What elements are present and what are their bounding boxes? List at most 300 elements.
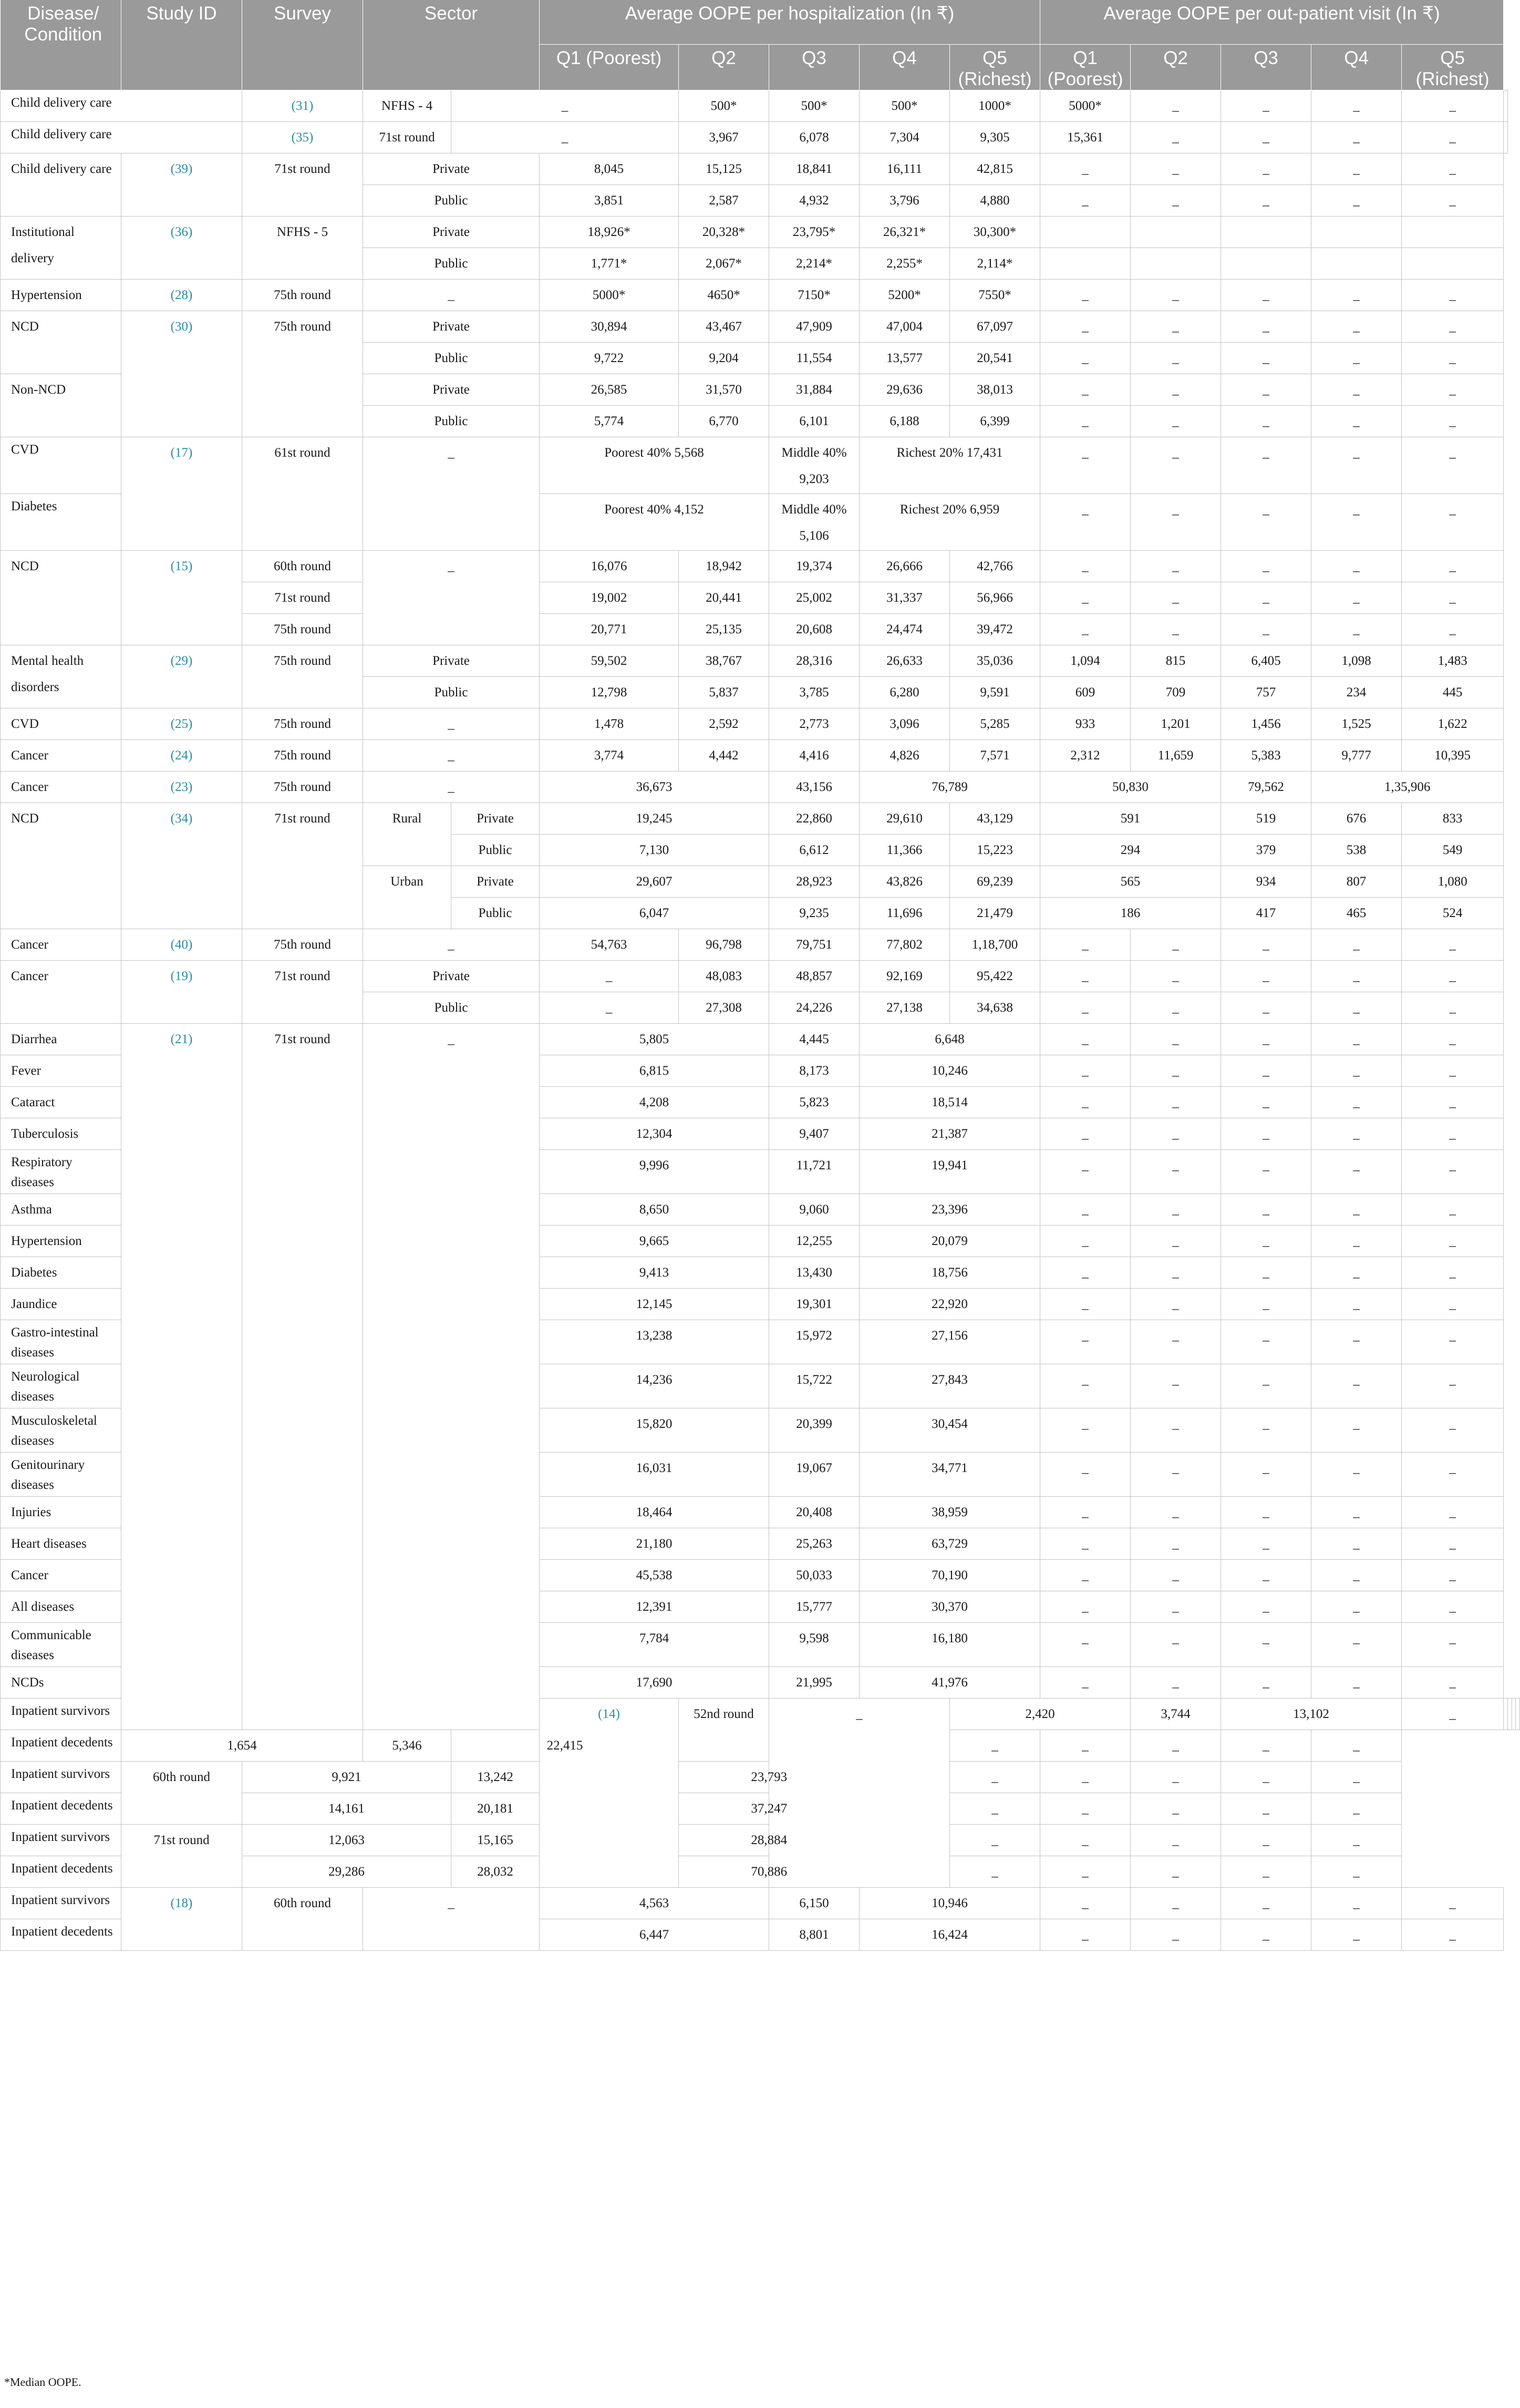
table-cell: _ <box>1402 311 1504 343</box>
table-cell: _ <box>1221 1919 1311 1951</box>
table-cell: _ <box>363 1888 540 1951</box>
table-cell: 71st round <box>121 1825 242 1888</box>
table-cell: 38,013 <box>950 374 1040 406</box>
table-cell: 54,763 <box>540 929 679 961</box>
table-cell: 186 <box>1040 898 1221 929</box>
table-cell: _ <box>1040 1856 1131 1888</box>
table-cell: 500* <box>679 90 769 122</box>
table-cell: 3,096 <box>860 708 950 740</box>
study-ref-cell <box>121 217 242 280</box>
table-cell: 6,280 <box>860 677 950 708</box>
table-cell: _ <box>1311 1560 1402 1591</box>
table-cell: 16,180 <box>860 1623 1040 1667</box>
table-cell: 29,610 <box>860 803 950 835</box>
table-cell: 19,245 <box>540 803 769 835</box>
table-cell: 13,577 <box>860 343 950 374</box>
table-cell: 1,201 <box>1131 708 1221 740</box>
table-cell: 37,247 <box>679 1793 860 1825</box>
study-ref-cell <box>121 708 242 740</box>
table-cell: 6,078 <box>769 122 860 153</box>
table-cell: 19,301 <box>769 1289 860 1320</box>
table-row <box>1 708 1520 740</box>
table-cell: 807 <box>1311 866 1402 898</box>
table-cell: 67,097 <box>950 311 1040 343</box>
table-cell: _ <box>1131 1226 1221 1257</box>
table-cell: 11,554 <box>769 343 860 374</box>
condition-cell: Diabetes <box>1 494 121 551</box>
table-cell: _ <box>1221 1364 1311 1408</box>
condition-cell: Inpatient decedents <box>1 1793 121 1825</box>
table-cell: 6,815 <box>540 1055 769 1087</box>
header-hosp-q2: Q2 <box>679 45 769 90</box>
table-cell: _ <box>1221 929 1311 961</box>
condition-cell: Jaundice <box>1 1289 121 1320</box>
table-cell: 15,125 <box>679 153 769 185</box>
table-cell: 75th round <box>242 311 363 437</box>
table-cell: _ <box>1221 1320 1311 1364</box>
condition-cell: Cataract <box>1 1087 121 1118</box>
table-cell: _ <box>1040 614 1131 645</box>
table-cell <box>1402 248 1504 280</box>
table-cell: _ <box>1221 1667 1311 1699</box>
table-cell: 9,996 <box>540 1150 769 1194</box>
table-cell: 34,771 <box>860 1453 1040 1497</box>
table-cell: _ <box>1311 1919 1402 1951</box>
table-cell: 38,959 <box>860 1497 1040 1528</box>
table-cell: 20,181 <box>451 1793 540 1825</box>
table-cell: 9,305 <box>950 122 1040 153</box>
study-ref-text: (14) <box>598 1707 620 1721</box>
table-cell: 3,967 <box>679 122 769 153</box>
table-cell: _ <box>1131 280 1221 311</box>
table-cell: 4,563 <box>540 1888 769 1919</box>
table-cell: _ <box>1040 1150 1131 1194</box>
table-cell: _ <box>1402 1497 1504 1528</box>
table-cell: 21,180 <box>540 1528 769 1560</box>
table-cell: 35,036 <box>950 645 1040 677</box>
table-cell: Public <box>363 248 540 280</box>
table-cell: 48,083 <box>679 961 769 992</box>
table-cell: _ <box>1040 311 1131 343</box>
table-cell: _ <box>1221 551 1311 582</box>
header-disease-line1: Disease/ <box>27 3 99 24</box>
table-cell: _ <box>1221 437 1311 494</box>
table-cell: 13,430 <box>769 1257 860 1289</box>
condition-cell: Hypertension <box>1 280 121 311</box>
table-cell: _ <box>540 992 679 1024</box>
table-cell: 10,946 <box>860 1888 1040 1919</box>
table-cell: 565 <box>1040 866 1221 898</box>
table-cell: Private <box>363 217 540 248</box>
study-ref-text: (19) <box>170 969 193 983</box>
table-cell: _ <box>1311 1623 1402 1667</box>
table-cell: _ <box>1311 1408 1402 1453</box>
table-cell: 12,145 <box>540 1289 769 1320</box>
study-ref-text: (28) <box>170 288 193 302</box>
condition-cell: Child delivery care <box>1 153 121 217</box>
table-cell: 25,135 <box>679 614 769 645</box>
table-cell: 1,771* <box>540 248 679 280</box>
table-cell: _ <box>950 1762 1040 1793</box>
table-cell: _ <box>1402 551 1504 582</box>
header-out-q3: Q3 <box>1221 45 1311 90</box>
table-cell: _ <box>1040 1257 1131 1289</box>
table-cell: 61st round <box>242 437 363 551</box>
table-cell: _ <box>1221 1591 1311 1623</box>
table-cell <box>1221 248 1311 280</box>
table-cell: Private <box>363 153 540 185</box>
table-cell: _ <box>950 1856 1040 1888</box>
table-cell: 1,483 <box>1402 645 1504 677</box>
condition-cell: NCD <box>1 551 121 645</box>
study-ref-text: (17) <box>170 446 193 460</box>
table-cell: 20,328* <box>679 217 769 248</box>
table-cell: _ <box>1311 406 1402 437</box>
table-cell: _ <box>1221 185 1311 217</box>
table-cell: _ <box>1131 1528 1221 1560</box>
table-cell: _ <box>1131 311 1221 343</box>
table-cell: 2,312 <box>1040 740 1131 771</box>
study-ref-text: (40) <box>170 938 193 952</box>
table-cell: _ <box>1131 1623 1221 1667</box>
table-cell: 6,188 <box>860 406 950 437</box>
table-cell: _ <box>1221 614 1311 645</box>
table-cell: 591 <box>1040 803 1221 835</box>
table-cell <box>1504 1699 1508 1730</box>
table-cell: 27,138 <box>860 992 950 1024</box>
table-cell: 21,479 <box>950 898 1040 929</box>
table-cell: 500* <box>769 90 860 122</box>
study-ref-cell <box>242 122 363 153</box>
condition-cell: CVD <box>1 708 121 740</box>
header-survey: Survey <box>242 0 363 90</box>
table-cell: 34,638 <box>950 992 1040 1024</box>
table-cell: _ <box>1402 1667 1504 1699</box>
condition-cell: Institutional delivery <box>1 217 121 280</box>
table-cell: _ <box>1221 343 1311 374</box>
table-cell: 465 <box>1311 898 1402 929</box>
table-cell: 9,060 <box>769 1194 860 1226</box>
header-hosp-q5-line1: Q5 <box>983 48 1007 68</box>
table-cell: _ <box>1131 1364 1221 1408</box>
table-cell: 95,422 <box>950 961 1040 992</box>
table-cell: 18,464 <box>540 1497 769 1528</box>
table-cell: 18,926* <box>540 217 679 248</box>
table-cell: _ <box>1402 992 1504 1024</box>
table-cell: 11,696 <box>860 898 950 929</box>
table-cell: _ <box>1131 1825 1221 1856</box>
table-cell: 13,242 <box>451 1762 540 1793</box>
table-cell: _ <box>451 90 679 122</box>
table-cell: _ <box>1040 494 1131 551</box>
table-cell: _ <box>1221 1408 1311 1453</box>
table-cell: _ <box>1131 1194 1221 1226</box>
table-cell: _ <box>1221 1825 1311 1856</box>
table-cell: 16,424 <box>860 1919 1040 1951</box>
table-cell: 47,909 <box>769 311 860 343</box>
table-cell: _ <box>1311 992 1402 1024</box>
table-cell: Richest 20% 17,431 <box>860 437 1040 494</box>
table-cell: _ <box>1311 1024 1402 1055</box>
table-cell: Private <box>363 311 540 343</box>
table-cell: 6,399 <box>950 406 1040 437</box>
table-cell: _ <box>1402 437 1504 494</box>
condition-cell: Inpatient decedents <box>1 1730 121 1762</box>
study-ref-text: (24) <box>170 748 193 763</box>
table-cell: 17,690 <box>540 1667 769 1699</box>
table-cell: _ <box>1402 494 1504 551</box>
table-cell: Middle 40% 5,106 <box>769 494 860 551</box>
table-cell <box>1507 1699 1512 1730</box>
condition-cell: Inpatient decedents <box>1 1919 121 1951</box>
table-cell: _ <box>1040 1497 1131 1528</box>
table-cell: _ <box>1402 406 1504 437</box>
table-cell: 4,826 <box>860 740 950 771</box>
condition-cell: Heart diseases <box>1 1528 121 1560</box>
condition-cell: Tuberculosis <box>1 1118 121 1150</box>
table-cell: 71st round <box>242 961 363 1024</box>
table-cell: 10,246 <box>860 1055 1040 1087</box>
table-cell: _ <box>1221 1087 1311 1118</box>
table-cell: _ <box>1402 1024 1504 1055</box>
table-cell: 2,773 <box>769 708 860 740</box>
table-cell: 15,223 <box>950 835 1040 866</box>
table-cell: 19,067 <box>769 1453 860 1497</box>
table-cell: 79,751 <box>769 929 860 961</box>
header-study-id: Study ID <box>121 0 242 90</box>
table-cell: 7550* <box>950 280 1040 311</box>
table-cell: 71st round <box>242 1024 363 1730</box>
table-cell <box>1402 217 1504 248</box>
table-cell: 43,156 <box>769 771 860 803</box>
table-cell: _ <box>1040 374 1131 406</box>
table-cell: 18,841 <box>769 153 860 185</box>
table-cell: 48,857 <box>769 961 860 992</box>
study-ref-cell <box>121 437 242 551</box>
table-cell: 13,102 <box>1221 1699 1402 1730</box>
table-cell: 26,321* <box>860 217 950 248</box>
header-hosp-q3: Q3 <box>769 45 860 90</box>
table-cell: _ <box>1131 1320 1221 1364</box>
table-cell: 25,263 <box>769 1528 860 1560</box>
table-cell: 833 <box>1402 803 1504 835</box>
header-out-q5-line2: (Richest) <box>1415 69 1490 89</box>
study-ref-text: (31) <box>291 99 314 113</box>
table-cell: 12,391 <box>540 1591 769 1623</box>
table-cell: _ <box>1402 1150 1504 1194</box>
condition-cell: Asthma <box>1 1194 121 1226</box>
table-cell <box>1512 1699 1516 1730</box>
table-cell: _ <box>1040 929 1131 961</box>
table-cell: 19,941 <box>860 1150 1040 1194</box>
table-cell: _ <box>1131 1150 1221 1194</box>
table-cell: Rural <box>363 803 451 866</box>
table-cell: _ <box>1311 280 1402 311</box>
table-cell: 9,598 <box>769 1623 860 1667</box>
table-cell: _ <box>1131 1888 1221 1919</box>
table-cell: _ <box>1131 1762 1221 1793</box>
table-row <box>1 437 1520 494</box>
condition-cell: Inpatient survivors <box>1 1699 121 1730</box>
table-cell: _ <box>1221 1793 1311 1825</box>
table-cell: 15,820 <box>540 1408 769 1453</box>
table-cell: 5000* <box>1040 90 1131 122</box>
table-cell: 379 <box>1221 835 1311 866</box>
header-group-outpatient: Average OOPE per out-patient visit (In ₹) <box>1040 0 1504 45</box>
table-cell: _ <box>1311 1257 1402 1289</box>
table-cell: 24,474 <box>860 614 950 645</box>
table-cell: 538 <box>1311 835 1402 866</box>
table-cell: _ <box>1131 1793 1221 1825</box>
table-cell: 815 <box>1131 645 1221 677</box>
condition-cell: Cancer <box>1 961 121 1024</box>
table-cell: 18,942 <box>679 551 769 582</box>
header-out-q1 <box>1040 45 1131 90</box>
header-out-q2: Q2 <box>1131 45 1221 90</box>
table-cell: _ <box>1131 1087 1221 1118</box>
table-cell: 7,304 <box>860 122 950 153</box>
table-cell: _ <box>1221 1528 1311 1560</box>
table-cell: Public <box>363 677 540 708</box>
table-cell: _ <box>1040 1667 1131 1699</box>
table-cell: 18,514 <box>860 1087 1040 1118</box>
table-cell: 70,886 <box>679 1856 860 1888</box>
table-cell: 6,405 <box>1221 645 1311 677</box>
table-cell: Private <box>451 803 540 835</box>
table-cell: 36,673 <box>540 771 769 803</box>
table-cell: 42,766 <box>950 551 1040 582</box>
table-cell: 9,407 <box>769 1118 860 1150</box>
table-cell: 2,592 <box>679 708 769 740</box>
table-cell: 22,920 <box>860 1289 1040 1320</box>
condition-cell: Fever <box>1 1055 121 1087</box>
table-cell: _ <box>1402 1888 1504 1919</box>
table-cell: 24,226 <box>769 992 860 1024</box>
table-row <box>1 1024 1520 1055</box>
table-cell: 5,285 <box>950 708 1040 740</box>
table-header <box>1 0 1520 90</box>
table-cell: _ <box>1040 1024 1131 1055</box>
table-cell: 31,570 <box>679 374 769 406</box>
table-cell: 30,454 <box>860 1408 1040 1453</box>
table-cell: _ <box>1402 1055 1504 1087</box>
table-cell: _ <box>1311 90 1402 122</box>
table-cell: 3,785 <box>769 677 860 708</box>
table-cell: 3,796 <box>860 185 950 217</box>
table-cell: _ <box>1131 961 1221 992</box>
table-cell: _ <box>1221 1257 1311 1289</box>
table-cell: _ <box>1040 153 1131 185</box>
table-cell: 11,721 <box>769 1150 860 1194</box>
condition-cell: Respiratory diseases <box>1 1150 121 1194</box>
table-cell: _ <box>363 280 540 311</box>
table-cell: _ <box>1402 1320 1504 1364</box>
study-ref-text: (29) <box>170 654 193 668</box>
table-cell: 12,798 <box>540 677 679 708</box>
table-cell: _ <box>1131 1453 1221 1497</box>
table-cell: 5,774 <box>540 406 679 437</box>
table-cell: 20,441 <box>679 582 769 614</box>
table-cell: 26,666 <box>860 551 950 582</box>
table-cell: Private <box>363 374 540 406</box>
table-cell: _ <box>540 961 679 992</box>
table-cell: _ <box>1221 992 1311 1024</box>
table-cell: _ <box>1402 1560 1504 1591</box>
table-row <box>1 217 1520 248</box>
table-cell: _ <box>1040 1888 1131 1919</box>
table-row <box>1 551 1520 582</box>
table-cell: 75th round <box>242 929 363 961</box>
table-cell: 5,383 <box>1221 740 1311 771</box>
table-cell: 41,976 <box>860 1667 1040 1699</box>
table-cell: 757 <box>1221 677 1311 708</box>
study-ref-cell <box>121 153 242 217</box>
table-cell: _ <box>950 1793 1040 1825</box>
table-cell: _ <box>1040 406 1131 437</box>
header-out-q1-line1: Q1 <box>1073 48 1098 68</box>
table-cell: _ <box>1311 1453 1402 1497</box>
table-cell: _ <box>1040 280 1131 311</box>
table-cell: 20,608 <box>769 614 860 645</box>
table-cell: 75th round <box>242 614 363 645</box>
table-cell: 28,032 <box>451 1856 540 1888</box>
table-cell: _ <box>1402 90 1504 122</box>
table-cell: 92,169 <box>860 961 950 992</box>
table-row <box>1 929 1520 961</box>
condition-cell: NCDs <box>1 1667 121 1699</box>
table-cell: 75th round <box>242 708 363 740</box>
table-cell: _ <box>1311 929 1402 961</box>
table-cell: 28,923 <box>769 866 860 898</box>
table-cell: 18,756 <box>860 1257 1040 1289</box>
table-cell: _ <box>1131 406 1221 437</box>
table-cell: 3,851 <box>540 185 679 217</box>
study-ref-cell <box>121 740 242 771</box>
table-row <box>1 771 1520 803</box>
table-cell: 609 <box>1040 677 1131 708</box>
condition-cell: Inpatient survivors <box>1 1825 121 1856</box>
table-cell: 75th round <box>242 740 363 771</box>
table-cell: 9,591 <box>950 677 1040 708</box>
condition-cell: Injuries <box>1 1497 121 1528</box>
condition-cell: Diabetes <box>1 1257 121 1289</box>
table-cell: 43,826 <box>860 866 950 898</box>
table-cell: 29,636 <box>860 374 950 406</box>
table-cell: _ <box>1402 1528 1504 1560</box>
condition-cell: Genitourinary diseases <box>1 1453 121 1497</box>
table-cell: _ <box>1311 614 1402 645</box>
table-cell: 21,387 <box>860 1118 1040 1150</box>
table-cell: _ <box>1311 1055 1402 1087</box>
table-cell: 14,161 <box>242 1793 451 1825</box>
table-cell: Public <box>363 992 540 1024</box>
table-cell: _ <box>363 551 540 645</box>
study-ref-text: (23) <box>170 780 193 794</box>
table-cell: _ <box>1402 122 1504 153</box>
table-cell <box>1311 217 1402 248</box>
table-cell: _ <box>950 1730 1040 1762</box>
table-cell: _ <box>1221 280 1311 311</box>
study-ref-cell <box>121 961 242 1024</box>
table-cell: 16,111 <box>860 153 950 185</box>
table-cell: _ <box>1040 1118 1131 1150</box>
condition-cell: Inpatient survivors <box>1 1888 121 1919</box>
table-cell: _ <box>1040 1825 1131 1856</box>
table-cell: 5,346 <box>363 1730 451 1762</box>
header-group-hospitalization: Average OOPE per hospitalization (In ₹) <box>540 0 1040 45</box>
table-cell: _ <box>1402 343 1504 374</box>
table-cell: 38,767 <box>679 645 769 677</box>
